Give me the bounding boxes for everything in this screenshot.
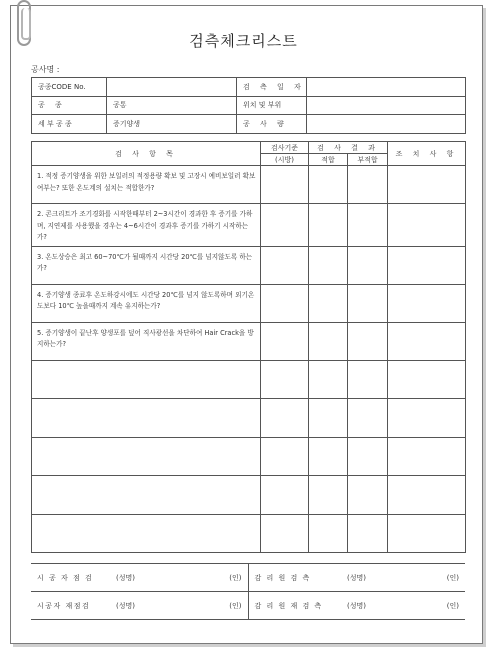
pass-cell[interactable] bbox=[309, 284, 348, 322]
info-value bbox=[307, 115, 466, 134]
info-value bbox=[307, 96, 466, 115]
fail-cell[interactable] bbox=[348, 476, 388, 515]
header-item: 검 사 항 목 bbox=[32, 142, 261, 166]
item-cell[interactable] bbox=[32, 514, 261, 553]
fail-cell[interactable] bbox=[348, 284, 388, 322]
pass-cell[interactable] bbox=[309, 166, 348, 204]
signature-seal: (인) bbox=[401, 564, 465, 592]
signature-row bbox=[31, 592, 465, 620]
checklist-item: 4. 증기양생 종료후 온도하강시에도 시간당 20℃를 넘지 않도록하며 외기온도보다 10℃ 높을때까지 계속 유지하는가? bbox=[32, 284, 261, 322]
standard-cell[interactable] bbox=[261, 166, 309, 204]
action-cell[interactable] bbox=[388, 166, 466, 204]
info-row bbox=[32, 78, 466, 97]
standard-cell[interactable] bbox=[261, 514, 309, 553]
fail-cell[interactable] bbox=[348, 246, 388, 284]
info-row bbox=[32, 96, 466, 115]
header-action: 조 치 사 항 bbox=[388, 142, 466, 166]
action-cell[interactable] bbox=[388, 284, 466, 322]
info-value bbox=[107, 78, 237, 97]
item-cell[interactable] bbox=[32, 360, 261, 399]
info-label: 세 부 공 종 bbox=[32, 115, 107, 134]
standard-cell[interactable] bbox=[261, 246, 309, 284]
item-cell[interactable] bbox=[32, 437, 261, 476]
empty-row bbox=[32, 437, 466, 476]
pass-cell[interactable] bbox=[309, 399, 348, 438]
fail-cell[interactable] bbox=[348, 322, 388, 360]
fail-cell[interactable] bbox=[348, 399, 388, 438]
action-cell[interactable] bbox=[388, 437, 466, 476]
standard-cell[interactable] bbox=[261, 322, 309, 360]
empty-row bbox=[32, 514, 466, 553]
company-label: 공사명 : bbox=[31, 65, 60, 74]
pass-cell[interactable] bbox=[309, 322, 348, 360]
fail-cell[interactable] bbox=[348, 166, 388, 204]
signature-label: 시 공 자 점 검 bbox=[31, 564, 110, 592]
item-cell[interactable] bbox=[32, 399, 261, 438]
info-label: 공 사 량 bbox=[237, 115, 307, 134]
fail-cell[interactable] bbox=[348, 360, 388, 399]
checklist-row bbox=[32, 246, 466, 284]
standard-cell[interactable] bbox=[261, 284, 309, 322]
info-table bbox=[31, 77, 466, 134]
info-label: 공 종 bbox=[32, 96, 107, 115]
pass-cell[interactable] bbox=[309, 437, 348, 476]
info-label: 공종CODE No. bbox=[32, 78, 107, 97]
signature-name[interactable]: (성명) bbox=[341, 592, 401, 620]
checklist-table bbox=[31, 141, 466, 553]
fail-cell[interactable] bbox=[348, 437, 388, 476]
header-standard: 검사기준 bbox=[261, 142, 309, 154]
info-value: 공통 bbox=[107, 96, 237, 115]
header-pass: 적합 bbox=[309, 154, 348, 166]
signature-label: 시공자 재점검 bbox=[31, 592, 110, 620]
empty-row bbox=[32, 399, 466, 438]
checklist-item: 1. 적정 증기양생을 위한 보일러의 적정용량 확보 및 고장시 예비보일러 확보여부는? 또한 온도계의 설치는 적합한가? bbox=[32, 166, 261, 204]
pass-cell[interactable] bbox=[309, 360, 348, 399]
header-result: 검 사 결 과 bbox=[309, 142, 388, 154]
action-cell[interactable] bbox=[388, 514, 466, 553]
checklist-row bbox=[32, 322, 466, 360]
empty-row bbox=[32, 476, 466, 515]
action-cell[interactable] bbox=[388, 399, 466, 438]
signature-name[interactable]: (성명) bbox=[341, 564, 401, 592]
action-cell[interactable] bbox=[388, 360, 466, 399]
fail-cell[interactable] bbox=[348, 204, 388, 247]
info-label: 위치 및 부위 bbox=[237, 96, 307, 115]
info-row bbox=[32, 115, 466, 134]
standard-cell[interactable] bbox=[261, 204, 309, 247]
item-cell[interactable] bbox=[32, 476, 261, 515]
standard-cell[interactable] bbox=[261, 476, 309, 515]
page-title: 검측체크리스트 bbox=[189, 32, 298, 50]
standard-cell[interactable] bbox=[261, 437, 309, 476]
header-standard-sub: (시방) bbox=[261, 154, 309, 166]
checklist-row bbox=[32, 166, 466, 204]
signature-table bbox=[31, 563, 465, 620]
action-cell[interactable] bbox=[388, 476, 466, 515]
header-row bbox=[32, 142, 466, 154]
header-fail: 부적합 bbox=[348, 154, 388, 166]
checklist-item: 3. 온도상승은 최고 60~70℃가 될때까지 시간당 20℃를 넘지않도록 하는가? bbox=[32, 246, 261, 284]
action-cell[interactable] bbox=[388, 246, 466, 284]
action-cell[interactable] bbox=[388, 322, 466, 360]
action-cell[interactable] bbox=[388, 204, 466, 247]
info-value: 증기양생 bbox=[107, 115, 237, 134]
signature-label: 감 리 원 재 검 측 bbox=[248, 592, 341, 620]
signature-label: 감 리 원 검 측 bbox=[248, 564, 341, 592]
pass-cell[interactable] bbox=[309, 514, 348, 553]
signature-seal: (인) bbox=[200, 564, 248, 592]
checklist-row bbox=[32, 284, 466, 322]
info-value bbox=[307, 78, 466, 97]
signature-seal: (인) bbox=[401, 592, 465, 620]
signature-seal: (인) bbox=[200, 592, 248, 620]
fail-cell[interactable] bbox=[348, 514, 388, 553]
pass-cell[interactable] bbox=[309, 204, 348, 247]
signature-row bbox=[31, 564, 465, 592]
signature-name[interactable]: (성명) bbox=[110, 564, 200, 592]
pass-cell[interactable] bbox=[309, 246, 348, 284]
info-label: 검 측 일 자 bbox=[237, 78, 307, 97]
empty-row bbox=[32, 360, 466, 399]
standard-cell[interactable] bbox=[261, 399, 309, 438]
checklist-row bbox=[32, 204, 466, 247]
signature-name[interactable]: (성명) bbox=[110, 592, 200, 620]
checklist-item: 2. 콘크리트가 조기경화를 시작한때부터 2~3시간이 경과한 후 증기를 가하며, 지연제를 사용했을 경우는 4~6시간이 경과후 증기를 가하기 시작하는가? bbox=[32, 204, 261, 247]
checklist-item: 5. 증기양생이 끝난후 양생포를 덮어 직사광선을 차단하여 Hair Crack을 방지하는가? bbox=[32, 322, 261, 360]
standard-cell[interactable] bbox=[261, 360, 309, 399]
pass-cell[interactable] bbox=[309, 476, 348, 515]
